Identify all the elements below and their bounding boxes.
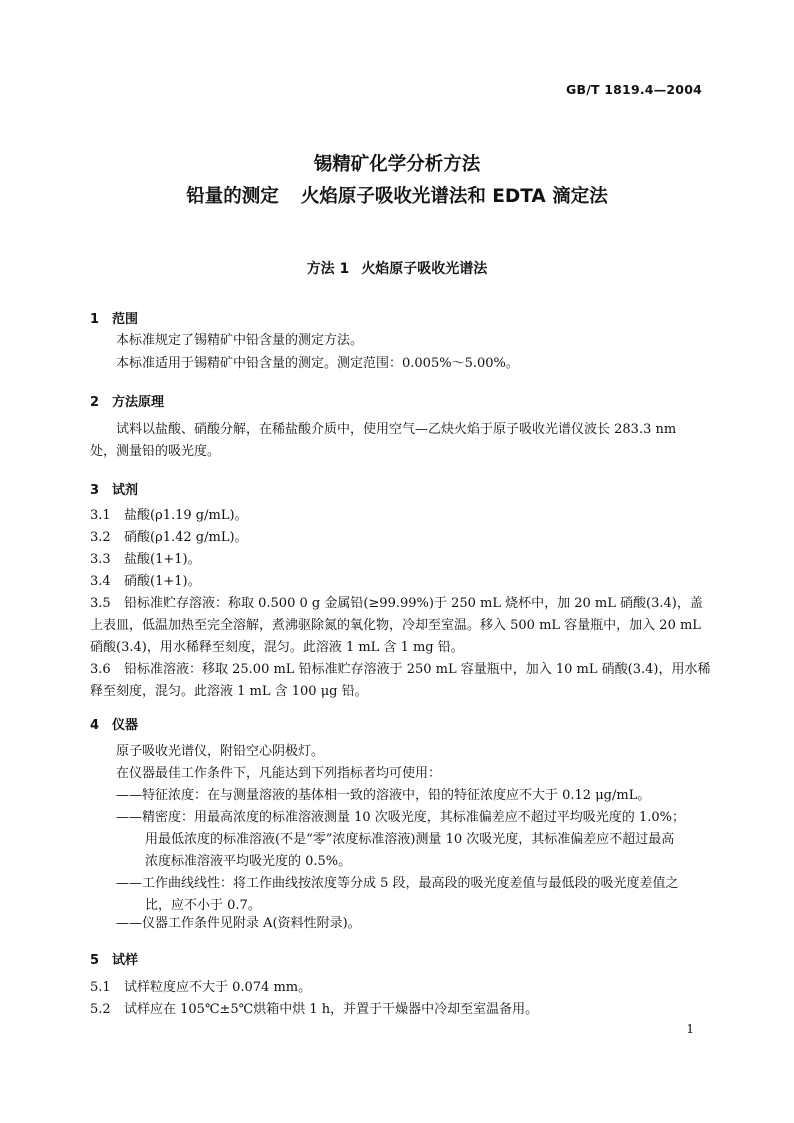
standard-code: GB/T 1819.4—2004 — [566, 82, 702, 97]
paragraph: 上表皿，低温加热至完全溶解，煮沸驱除氮的氧化物，冷却至室温。移入 500 mL 容量瓶中，加入 20 mL — [90, 618, 701, 633]
document-title-line2 — [0, 182, 794, 208]
list-item: 3.6 铅标准溶液：移取 25.00 mL 铅标准贮存溶液于 250 mL 容量瓶中，加入 10 mL 硝酸(3.4)，用水稀 — [90, 662, 711, 677]
dash-item: ——工作曲线线性：将工作曲线按浓度等分成 5 段，最高段的吸光度差值与最低段的吸光度差值之 — [116, 876, 679, 891]
paragraph: 原子吸收光谱仪，附铅空心阴极灯。 — [116, 744, 325, 759]
paragraph: 在仪器最佳工作条件下，凡能达到下列指标者均可使用： — [116, 766, 442, 781]
method-name: 火焰原子吸收光谱法 — [361, 261, 488, 277]
document-title-line1: 锡精矿化学分析方法 — [313, 154, 481, 175]
section-heading-5: 5 试样 — [90, 953, 139, 968]
paragraph: 硝酸(3.4)，用水稀释至刻度，混匀。此溶液 1 mL 含 1 mg 铅。 — [90, 640, 464, 655]
dash-item: ——精密度：用最高浓度的标准溶液测量 10 次吸光度，其标准偏差应不超过平均吸光度的 1.0%； — [116, 810, 685, 825]
method-label: 方法 1 — [306, 261, 350, 277]
section-heading-1: 1 范围 — [90, 312, 139, 327]
list-item: 5.2 试样应在 105℃±5℃烘箱中烘 1 h，并置于干燥器中冷却至室温备用。 — [90, 1002, 539, 1017]
section-heading-4: 4 仪器 — [90, 718, 139, 733]
paragraph: 释至刻度，混匀。此溶液 1 mL 含 100 μg 铅。 — [90, 684, 368, 699]
title-part-a: 铅量的测定 — [186, 186, 279, 207]
dash-item-continuation: 浓度标准溶液平均吸光度的 0.5%。 — [145, 854, 352, 869]
paragraph: 本标准适用于锡精矿中铅含量的测定。测定范围：0.005%～5.00%。 — [116, 356, 519, 371]
title-part-b: 火焰原子吸收光谱法和 EDTA 滴定法 — [300, 186, 608, 207]
section-heading-3: 3 试剂 — [90, 483, 139, 498]
page-number: 1 — [686, 1022, 694, 1036]
dash-item-continuation: 比，应不小于 0.7。 — [145, 898, 261, 913]
list-item: 3.4 硝酸(1+1)。 — [90, 574, 201, 589]
list-item: 3.5 铅标准贮存溶液：称取 0.500 0 g 金属铅(≥99.99%)于 250 mL 烧杯中，加 20 mL 硝酸(3.4)，盖 — [90, 596, 703, 611]
dash-item-continuation: 用最低浓度的标准溶液(不是“零”浓度标准溶液)测量 10 次吸光度，其标准偏差应不超过最高 — [145, 832, 675, 847]
paragraph: 试料以盐酸、硝酸分解，在稀盐酸介质中，使用空气—乙炔火焰于原子吸收光谱仪波长 283.3 nm — [116, 422, 677, 437]
list-item: 3.1 盐酸(ρ1.19 g/mL)。 — [90, 508, 248, 523]
paragraph: 本标准规定了锡精矿中铅含量的测定方法。 — [116, 333, 364, 348]
list-item: 3.3 盐酸(1+1)。 — [90, 552, 201, 567]
dash-item: ——特征浓度：在与测量溶液的基体相一致的溶液中，铅的特征浓度应不大于 0.12 μg/mL。 — [116, 788, 651, 803]
method-heading — [0, 258, 794, 278]
paragraph: 处，测量铅的吸光度。 — [90, 444, 221, 459]
list-item: 3.2 硝酸(ρ1.42 g/mL)。 — [90, 530, 248, 545]
section-heading-2: 2 方法原理 — [90, 395, 165, 410]
list-item: 5.1 试样粒度应不大于 0.074 mm。 — [90, 980, 312, 995]
dash-item: ——仪器工作条件见附录 A(资料性附录)。 — [116, 916, 361, 931]
